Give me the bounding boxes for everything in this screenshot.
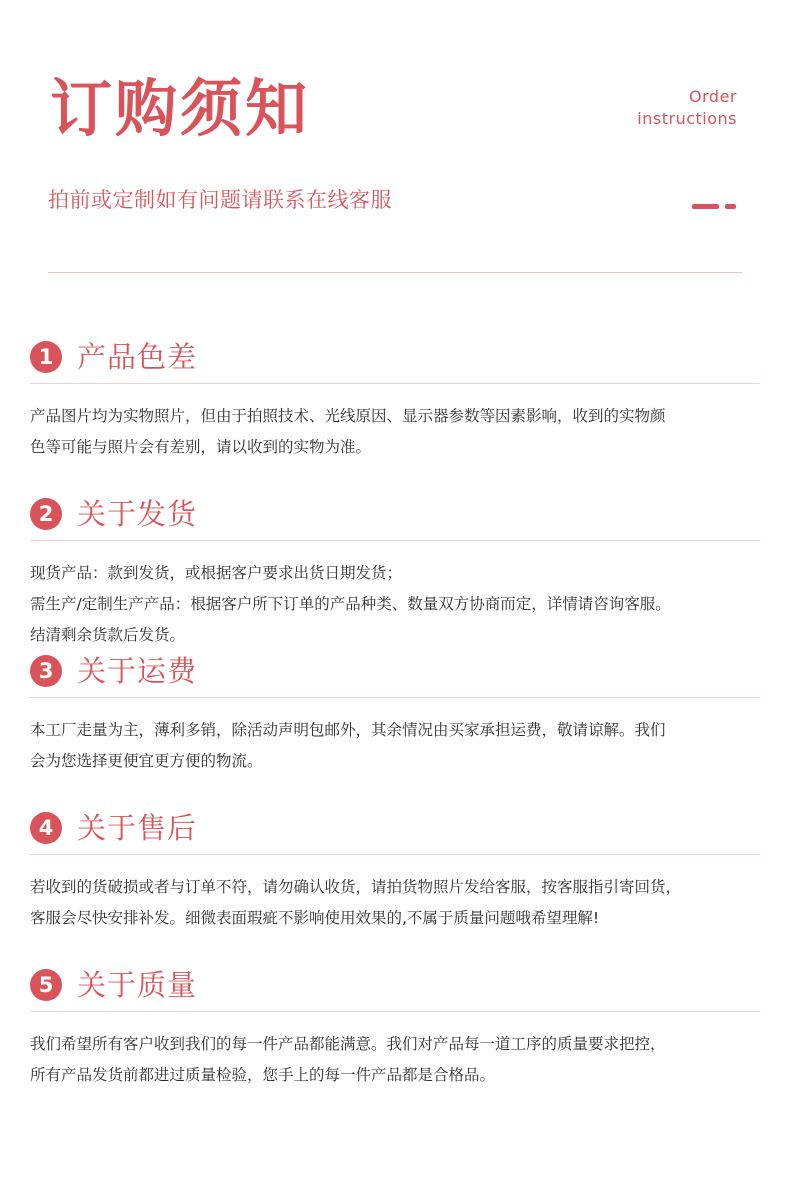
section-header	[30, 655, 760, 695]
english-title-line-2: instructions	[637, 109, 737, 128]
body-line: 客服会尽快安排补发。细微表面瑕疵不影响使用效果的,不属于质量问题哦希望理解!	[30, 909, 600, 927]
section-body	[30, 558, 775, 651]
body-line: 所有产品发货前都进过质量检验，您手上的每一件产品都是合格品。	[30, 1066, 496, 1084]
section-header	[30, 341, 760, 381]
section-title: 关于售后	[77, 811, 198, 845]
english-title	[537, 86, 737, 130]
body-line: 色等可能与照片会有差别，请以收到的实物为准。	[30, 438, 372, 456]
section-quality	[30, 968, 760, 1084]
section-header	[30, 498, 760, 538]
section-title: 关于发货	[77, 497, 198, 531]
section-number-badge: 5	[30, 969, 62, 1001]
section-shipping	[30, 497, 760, 644]
section-color-difference	[30, 340, 760, 456]
section-title: 关于运费	[77, 654, 198, 688]
section-header	[30, 969, 760, 1009]
section-body	[30, 715, 775, 777]
section-header	[30, 812, 760, 852]
body-line: 我们希望所有客户收到我们的每一件产品都能满意。我们对产品每一道工序的质量要求把控，	[30, 1035, 666, 1053]
section-divider	[30, 854, 760, 855]
section-number-badge: 1	[30, 341, 62, 373]
body-line: 会为您选择更便宜更方便的物流。	[30, 752, 263, 770]
section-divider	[30, 1011, 760, 1012]
body-line: 若收到的货破损或者与订单不符，请勿确认收货，请拍货物照片发给客服，按客服指引寄回货，	[30, 878, 682, 896]
body-line: 本工厂走量为主，薄利多销，除活动声明包邮外，其余情况由买家承担运费，敬请谅解。我们	[30, 721, 666, 739]
body-line: 结清剩余货款后发货。	[30, 626, 186, 644]
section-divider	[30, 697, 760, 698]
section-number-badge: 4	[30, 812, 62, 844]
page-subtitle: 拍前或定制如有问题请联系在线客服	[48, 188, 392, 212]
page-title: 订购须知	[50, 72, 311, 145]
decorative-dash-short	[725, 204, 736, 209]
decorative-dash-long	[692, 204, 719, 209]
header-divider	[48, 272, 742, 273]
section-divider	[30, 540, 760, 541]
body-line: 现货产品：款到发货，或根据客户要求出货日期发货；	[30, 564, 403, 582]
section-body	[30, 401, 775, 463]
section-body	[30, 1029, 775, 1091]
section-number-badge: 3	[30, 655, 62, 687]
section-divider	[30, 383, 760, 384]
section-title: 关于质量	[77, 968, 198, 1002]
english-title-line-1: Order	[689, 87, 737, 106]
section-freight	[30, 654, 760, 770]
section-after-sales	[30, 811, 760, 927]
section-body	[30, 872, 775, 934]
body-line: 产品图片均为实物照片，但由于拍照技术、光线原因、显示器参数等因素影响，收到的实物颜	[30, 407, 666, 425]
section-title: 产品色差	[77, 340, 198, 374]
section-number-badge: 2	[30, 498, 62, 530]
body-line: 需生产/定制生产产品：根据客户所下订单的产品种类、数量双方协商而定，详情请咨询客服。	[30, 595, 671, 613]
